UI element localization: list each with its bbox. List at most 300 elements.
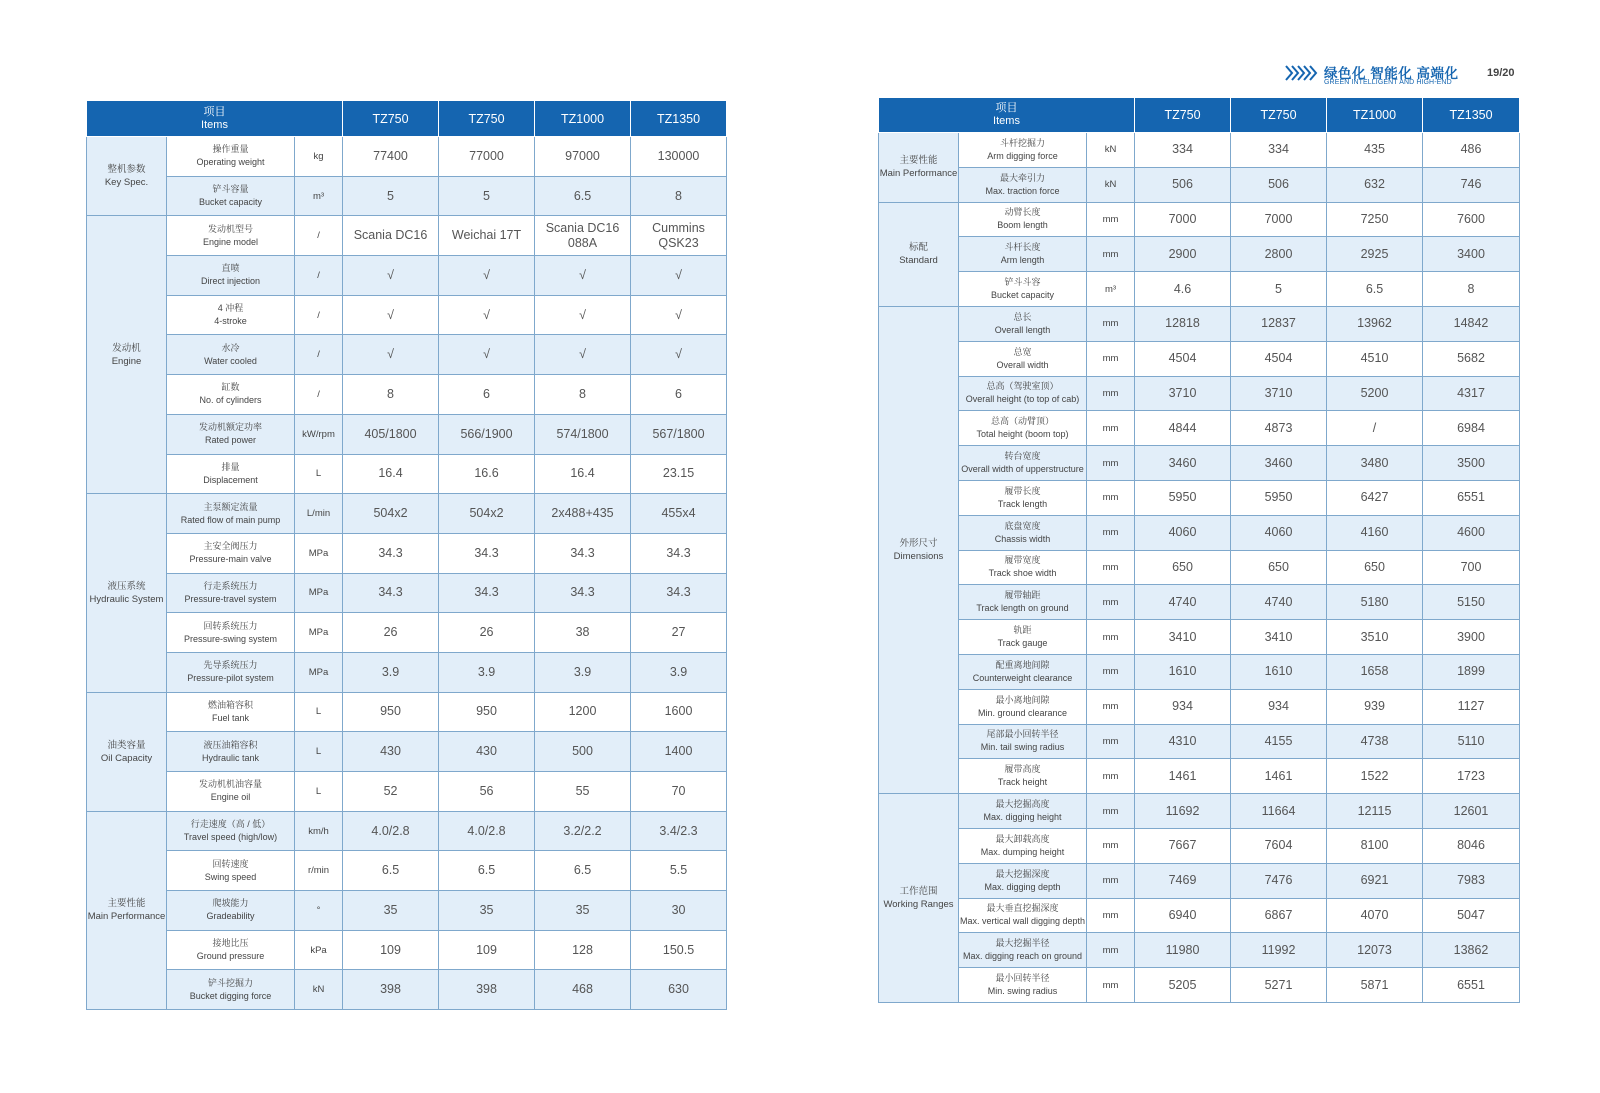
value-cell: 6867 — [1231, 898, 1327, 933]
table-row — [879, 237, 1520, 272]
value-cell: 6551 — [1423, 968, 1520, 1003]
item-label-en: Pressure-swing system — [183, 633, 278, 644]
item-label-en: Max. digging height — [983, 812, 1062, 823]
value-cell: 1658 — [1327, 654, 1423, 689]
item-cell — [167, 256, 295, 296]
unit-cell: mm — [1087, 237, 1135, 272]
value-cell: 5950 — [1135, 480, 1231, 515]
unit-cell: L — [295, 454, 343, 494]
item-cell — [167, 533, 295, 573]
table-row — [87, 891, 727, 931]
item-label-en: Operating weight — [196, 157, 265, 168]
value-cell: 398 — [439, 970, 535, 1010]
value-cell: 34.3 — [631, 573, 727, 613]
unit-cell: mm — [1087, 863, 1135, 898]
category-label-cn: 工作范围 — [899, 886, 938, 898]
unit-cell: / — [295, 375, 343, 415]
page-number: 19/20 — [1487, 67, 1515, 79]
item-label-cn: 斗杆挖掘力 — [999, 137, 1045, 148]
value-cell: 77000 — [439, 137, 535, 177]
item-cell — [959, 167, 1087, 202]
category-cell — [87, 494, 167, 692]
item-label-en: Max. vertical wall digging depth — [959, 916, 1086, 927]
item-cell — [959, 306, 1087, 341]
value-cell: 430 — [439, 732, 535, 772]
table-row — [879, 863, 1520, 898]
value-cell: 4317 — [1423, 376, 1520, 411]
item-label-en: Rated flow of main pump — [180, 514, 281, 525]
category-label-en: Key Spec. — [104, 177, 149, 189]
value-cell: 11692 — [1135, 794, 1231, 829]
spec-table-right — [878, 97, 1520, 1003]
item-label-en: Bucket capacity — [198, 197, 263, 208]
value-cell: 5 — [343, 176, 439, 216]
value-cell: 5150 — [1423, 585, 1520, 620]
item-cell — [167, 970, 295, 1010]
item-label-cn: 最大挖掘半径 — [995, 938, 1050, 949]
category-label-cn: 标配 — [908, 242, 928, 254]
value-cell: 398 — [343, 970, 439, 1010]
item-label-en: Counterweight clearance — [972, 672, 1073, 683]
value-cell: √ — [535, 256, 631, 296]
category-label-en: Engine — [111, 355, 142, 367]
value-cell: 11980 — [1135, 933, 1231, 968]
value-cell: 3.9 — [631, 652, 727, 692]
value-cell: 1600 — [631, 692, 727, 732]
item-label-en: Hydraulic tank — [201, 752, 260, 763]
brand-header — [1284, 62, 1524, 88]
value-cell: √ — [343, 335, 439, 375]
value-cell: 8 — [631, 176, 727, 216]
unit-cell: L/min — [295, 494, 343, 534]
table-row — [879, 550, 1520, 585]
items-header-en: Items — [201, 118, 228, 131]
brand-chevrons-icon — [1284, 63, 1318, 83]
item-label-en: Ground pressure — [196, 951, 265, 962]
unit-cell: mm — [1087, 898, 1135, 933]
value-cell: 455x4 — [631, 494, 727, 534]
item-cell — [959, 550, 1087, 585]
category-label-cn: 主要性能 — [899, 155, 938, 167]
value-cell: √ — [439, 295, 535, 335]
item-label-cn: 最大垂直挖掘深度 — [986, 903, 1059, 914]
item-cell — [167, 216, 295, 256]
item-label-cn: 行走系统压力 — [203, 580, 258, 591]
spec-table-left-body — [87, 137, 727, 1010]
table-row — [879, 620, 1520, 655]
value-cell: 6.5 — [343, 851, 439, 891]
item-label-cn: 回转速度 — [212, 858, 249, 869]
item-label-cn: 斗杆长度 — [1004, 242, 1041, 253]
unit-cell: mm — [1087, 968, 1135, 1003]
item-label-en: Max. traction force — [985, 185, 1060, 196]
table-row — [87, 970, 727, 1010]
table-row — [87, 692, 727, 732]
value-cell: √ — [631, 335, 727, 375]
item-cell — [959, 133, 1087, 168]
value-cell: √ — [631, 295, 727, 335]
value-cell: 468 — [535, 970, 631, 1010]
item-label-en: Arm length — [1000, 255, 1045, 266]
item-label-en: Total height (boom top) — [976, 429, 1069, 440]
value-cell: 1899 — [1423, 654, 1520, 689]
category-label-cn: 油类容量 — [107, 739, 146, 751]
table-row — [879, 794, 1520, 829]
unit-cell: mm — [1087, 759, 1135, 794]
item-cell — [959, 376, 1087, 411]
item-label-en: Direct injection — [200, 276, 261, 287]
value-cell: 3.9 — [439, 652, 535, 692]
item-cell — [167, 137, 295, 177]
value-cell: 35 — [535, 891, 631, 931]
item-label-cn: 总宽 — [1013, 346, 1032, 357]
value-cell: 27 — [631, 613, 727, 653]
unit-cell: mm — [1087, 620, 1135, 655]
table-row — [879, 898, 1520, 933]
table-row — [87, 533, 727, 573]
table-row — [879, 828, 1520, 863]
value-cell: √ — [343, 295, 439, 335]
value-cell: 7250 — [1327, 202, 1423, 237]
table-row — [87, 613, 727, 653]
table-row — [879, 376, 1520, 411]
value-cell: 3.4/2.3 — [631, 811, 727, 851]
value-cell: 7983 — [1423, 863, 1520, 898]
item-cell — [959, 446, 1087, 481]
table-row — [879, 933, 1520, 968]
value-cell: 950 — [343, 692, 439, 732]
unit-cell: MPa — [295, 613, 343, 653]
value-cell: √ — [535, 335, 631, 375]
unit-cell: mm — [1087, 341, 1135, 376]
item-label-cn: 最大挖掘高度 — [995, 799, 1050, 810]
value-cell: Scania DC16 088A — [535, 216, 631, 256]
item-cell — [959, 480, 1087, 515]
items-header-cn: 项目 — [203, 105, 226, 118]
table-row — [87, 930, 727, 970]
value-cell: 34.3 — [343, 533, 439, 573]
table-row — [879, 585, 1520, 620]
item-label-cn: 主泵额定流量 — [203, 501, 258, 512]
value-cell: 30 — [631, 891, 727, 931]
item-label-cn: 底盘宽度 — [1004, 520, 1041, 531]
value-cell: 6 — [631, 375, 727, 415]
item-label-cn: 履带长度 — [1004, 485, 1041, 496]
item-label-cn: 先导系统压力 — [203, 660, 258, 671]
item-label-en: Water cooled — [204, 355, 257, 366]
value-cell: 3510 — [1327, 620, 1423, 655]
value-cell: 3410 — [1231, 620, 1327, 655]
table-row — [87, 256, 727, 296]
item-label-en: Travel speed (high/low) — [183, 832, 278, 843]
value-cell: 4504 — [1231, 341, 1327, 376]
item-cell — [167, 295, 295, 335]
item-cell — [959, 689, 1087, 724]
item-label-cn: 4 冲程 — [217, 303, 244, 314]
value-cell: 26 — [343, 613, 439, 653]
value-cell: 5110 — [1423, 724, 1520, 759]
value-cell: 4740 — [1135, 585, 1231, 620]
value-cell: 7600 — [1423, 202, 1520, 237]
value-cell: 7476 — [1231, 863, 1327, 898]
item-label-en: Pressure-travel system — [184, 593, 277, 604]
item-cell — [167, 772, 295, 812]
table-row — [87, 295, 727, 335]
table-row — [87, 414, 727, 454]
category-cell — [87, 216, 167, 494]
value-cell: 6.5 — [535, 851, 631, 891]
value-cell: 150.5 — [631, 930, 727, 970]
value-cell: 2900 — [1135, 237, 1231, 272]
table-row — [879, 724, 1520, 759]
item-label-cn: 发动机型号 — [207, 223, 253, 234]
table-row — [879, 480, 1520, 515]
value-cell: 8100 — [1327, 828, 1423, 863]
value-cell: 3400 — [1423, 237, 1520, 272]
table-row — [879, 515, 1520, 550]
value-cell: 12818 — [1135, 306, 1231, 341]
unit-cell: mm — [1087, 202, 1135, 237]
value-cell: √ — [439, 335, 535, 375]
value-cell: 4155 — [1231, 724, 1327, 759]
value-cell: 5271 — [1231, 968, 1327, 1003]
value-cell: 7604 — [1231, 828, 1327, 863]
value-cell: 56 — [439, 772, 535, 812]
value-cell: 38 — [535, 613, 631, 653]
item-label-en: Min. ground clearance — [977, 707, 1068, 718]
table-row — [879, 446, 1520, 481]
item-label-cn: 操作重量 — [212, 144, 249, 155]
item-label-en: Overall height (to top of cab) — [965, 394, 1080, 405]
value-cell: 1400 — [631, 732, 727, 772]
table-row — [879, 272, 1520, 307]
unit-cell: mm — [1087, 828, 1135, 863]
value-cell: 109 — [343, 930, 439, 970]
value-cell: 34.3 — [535, 533, 631, 573]
value-cell: 34.3 — [631, 533, 727, 573]
value-cell: 4844 — [1135, 411, 1231, 446]
category-cell — [879, 306, 959, 793]
item-cell — [959, 933, 1087, 968]
item-cell — [959, 863, 1087, 898]
value-cell: 746 — [1423, 167, 1520, 202]
item-label-en: Engine oil — [210, 792, 251, 803]
value-cell: 7667 — [1135, 828, 1231, 863]
item-label-cn: 行走速度（高 / 低） — [190, 819, 271, 830]
table-row — [87, 137, 727, 177]
value-cell: 3.9 — [535, 652, 631, 692]
value-cell: 567/1800 — [631, 414, 727, 454]
value-cell: 35 — [439, 891, 535, 931]
item-label-en: Boom length — [997, 220, 1048, 231]
value-cell: 5950 — [1231, 480, 1327, 515]
value-cell: 16.6 — [439, 454, 535, 494]
value-cell: 1461 — [1231, 759, 1327, 794]
table-row — [87, 335, 727, 375]
category-label-cn: 主要性能 — [107, 898, 146, 910]
value-cell: 2925 — [1327, 237, 1423, 272]
value-cell: √ — [439, 256, 535, 296]
item-label-cn: 直喷 — [221, 263, 240, 274]
category-label-cn: 液压系统 — [107, 580, 146, 592]
table-row — [87, 375, 727, 415]
unit-cell: mm — [1087, 724, 1135, 759]
item-label-en: Pressure-pilot system — [187, 673, 274, 684]
unit-cell: m³ — [295, 176, 343, 216]
item-label-cn: 主安全阀压力 — [203, 541, 258, 552]
unit-cell: mm — [1087, 376, 1135, 411]
unit-cell: m³ — [1087, 272, 1135, 307]
category-label-en: Main Performance — [87, 911, 166, 923]
items-header — [87, 101, 343, 137]
value-cell: 5871 — [1327, 968, 1423, 1003]
unit-cell: mm — [1087, 654, 1135, 689]
item-label-cn: 最大卸载高度 — [995, 833, 1050, 844]
value-cell: 934 — [1231, 689, 1327, 724]
value-cell: 3410 — [1135, 620, 1231, 655]
value-cell: 5682 — [1423, 341, 1520, 376]
value-cell: 4873 — [1231, 411, 1327, 446]
table-row — [879, 202, 1520, 237]
unit-cell: MPa — [295, 573, 343, 613]
item-cell — [959, 341, 1087, 376]
value-cell: 504x2 — [439, 494, 535, 534]
unit-cell: kW/rpm — [295, 414, 343, 454]
item-label-en: Fuel tank — [211, 712, 250, 723]
value-cell: 1610 — [1135, 654, 1231, 689]
table-row — [87, 811, 727, 851]
value-cell: 3.2/2.2 — [535, 811, 631, 851]
item-cell — [167, 573, 295, 613]
item-label-en: Track height — [997, 777, 1048, 788]
spec-table-left — [86, 100, 727, 1010]
unit-cell: / — [295, 335, 343, 375]
unit-cell: mm — [1087, 794, 1135, 829]
value-cell: 12115 — [1327, 794, 1423, 829]
model-header: TZ750 — [439, 101, 535, 137]
value-cell: 650 — [1231, 550, 1327, 585]
value-cell: 34.3 — [439, 533, 535, 573]
unit-cell: kN — [1087, 133, 1135, 168]
item-label-en: Swing speed — [204, 871, 257, 882]
item-label-cn: 履带轴距 — [1004, 590, 1041, 601]
value-cell: 4738 — [1327, 724, 1423, 759]
item-label-cn: 发动机额定功率 — [198, 422, 262, 433]
unit-cell: mm — [1087, 446, 1135, 481]
value-cell: 934 — [1135, 689, 1231, 724]
unit-cell: / — [295, 216, 343, 256]
item-cell — [959, 724, 1087, 759]
item-cell — [167, 414, 295, 454]
value-cell: √ — [535, 295, 631, 335]
value-cell: 334 — [1135, 133, 1231, 168]
unit-cell: mm — [1087, 689, 1135, 724]
item-cell — [167, 652, 295, 692]
item-label-cn: 最大牵引力 — [999, 172, 1045, 183]
value-cell: 5205 — [1135, 968, 1231, 1003]
item-label-en: Displacement — [203, 474, 258, 485]
value-cell: 506 — [1231, 167, 1327, 202]
value-cell: 34.3 — [439, 573, 535, 613]
value-cell: 4600 — [1423, 515, 1520, 550]
value-cell: 4070 — [1327, 898, 1423, 933]
table-row — [87, 652, 727, 692]
unit-cell: kN — [295, 970, 343, 1010]
item-label-cn: 配重离地间隙 — [995, 659, 1050, 670]
item-label-cn: 总长 — [1013, 311, 1032, 322]
value-cell: 939 — [1327, 689, 1423, 724]
value-cell: 16.4 — [535, 454, 631, 494]
value-cell: 34.3 — [343, 573, 439, 613]
value-cell: 6940 — [1135, 898, 1231, 933]
table-row — [87, 176, 727, 216]
value-cell: 500 — [535, 732, 631, 772]
item-label-cn: 总高（驾驶室顶） — [986, 381, 1059, 392]
value-cell: 5200 — [1327, 376, 1423, 411]
item-label-en: Overall length — [994, 324, 1051, 335]
item-label-cn: 缸数 — [221, 382, 240, 393]
table-row — [87, 454, 727, 494]
item-label-en: Max. dumping height — [980, 846, 1065, 857]
item-cell — [167, 375, 295, 415]
table-row — [87, 494, 727, 534]
unit-cell: mm — [1087, 585, 1135, 620]
category-label-cn: 发动机 — [112, 342, 141, 354]
unit-cell: kg — [295, 137, 343, 177]
item-label-cn: 最大挖掘深度 — [995, 868, 1050, 879]
item-label-cn: 最小回转半径 — [995, 973, 1050, 984]
value-cell: Weichai 17T — [439, 216, 535, 256]
unit-cell: kPa — [295, 930, 343, 970]
table-row — [879, 968, 1520, 1003]
item-label-cn: 履带高度 — [1004, 764, 1041, 775]
unit-cell: L — [295, 692, 343, 732]
item-cell — [167, 335, 295, 375]
value-cell: 5180 — [1327, 585, 1423, 620]
unit-cell: L — [295, 772, 343, 812]
value-cell: 2x488+435 — [535, 494, 631, 534]
value-cell: 12073 — [1327, 933, 1423, 968]
item-label-cn: 爬坡能力 — [212, 898, 249, 909]
model-header: TZ750 — [1231, 98, 1327, 133]
category-cell — [87, 137, 167, 216]
item-cell — [959, 411, 1087, 446]
value-cell: 26 — [439, 613, 535, 653]
table-row — [879, 167, 1520, 202]
value-cell: 700 — [1423, 550, 1520, 585]
value-cell: 13862 — [1423, 933, 1520, 968]
item-label-en: Track gauge — [997, 638, 1048, 649]
table-row — [879, 689, 1520, 724]
model-header: TZ1000 — [1327, 98, 1423, 133]
brand-slogan-cn: 绿色化 智能化 高端化 — [1324, 66, 1459, 81]
item-label-en: Engine model — [202, 236, 259, 247]
value-cell: 574/1800 — [535, 414, 631, 454]
item-label-cn: 水冷 — [221, 342, 240, 353]
value-cell: √ — [343, 256, 439, 296]
value-cell: 430 — [343, 732, 439, 772]
item-label-en: Max. digging depth — [984, 881, 1061, 892]
category-cell — [879, 202, 959, 306]
brand-slogan-en: GREEN INTELLIGENT AND HIGH-END — [1324, 79, 1452, 86]
item-label-en: Gradeability — [206, 911, 255, 922]
value-cell: 4.0/2.8 — [439, 811, 535, 851]
item-label-cn: 铲斗挖掘力 — [207, 977, 253, 988]
value-cell: 4510 — [1327, 341, 1423, 376]
category-cell — [87, 811, 167, 1009]
item-label-en: Arm digging force — [987, 150, 1058, 161]
value-cell: 8 — [535, 375, 631, 415]
